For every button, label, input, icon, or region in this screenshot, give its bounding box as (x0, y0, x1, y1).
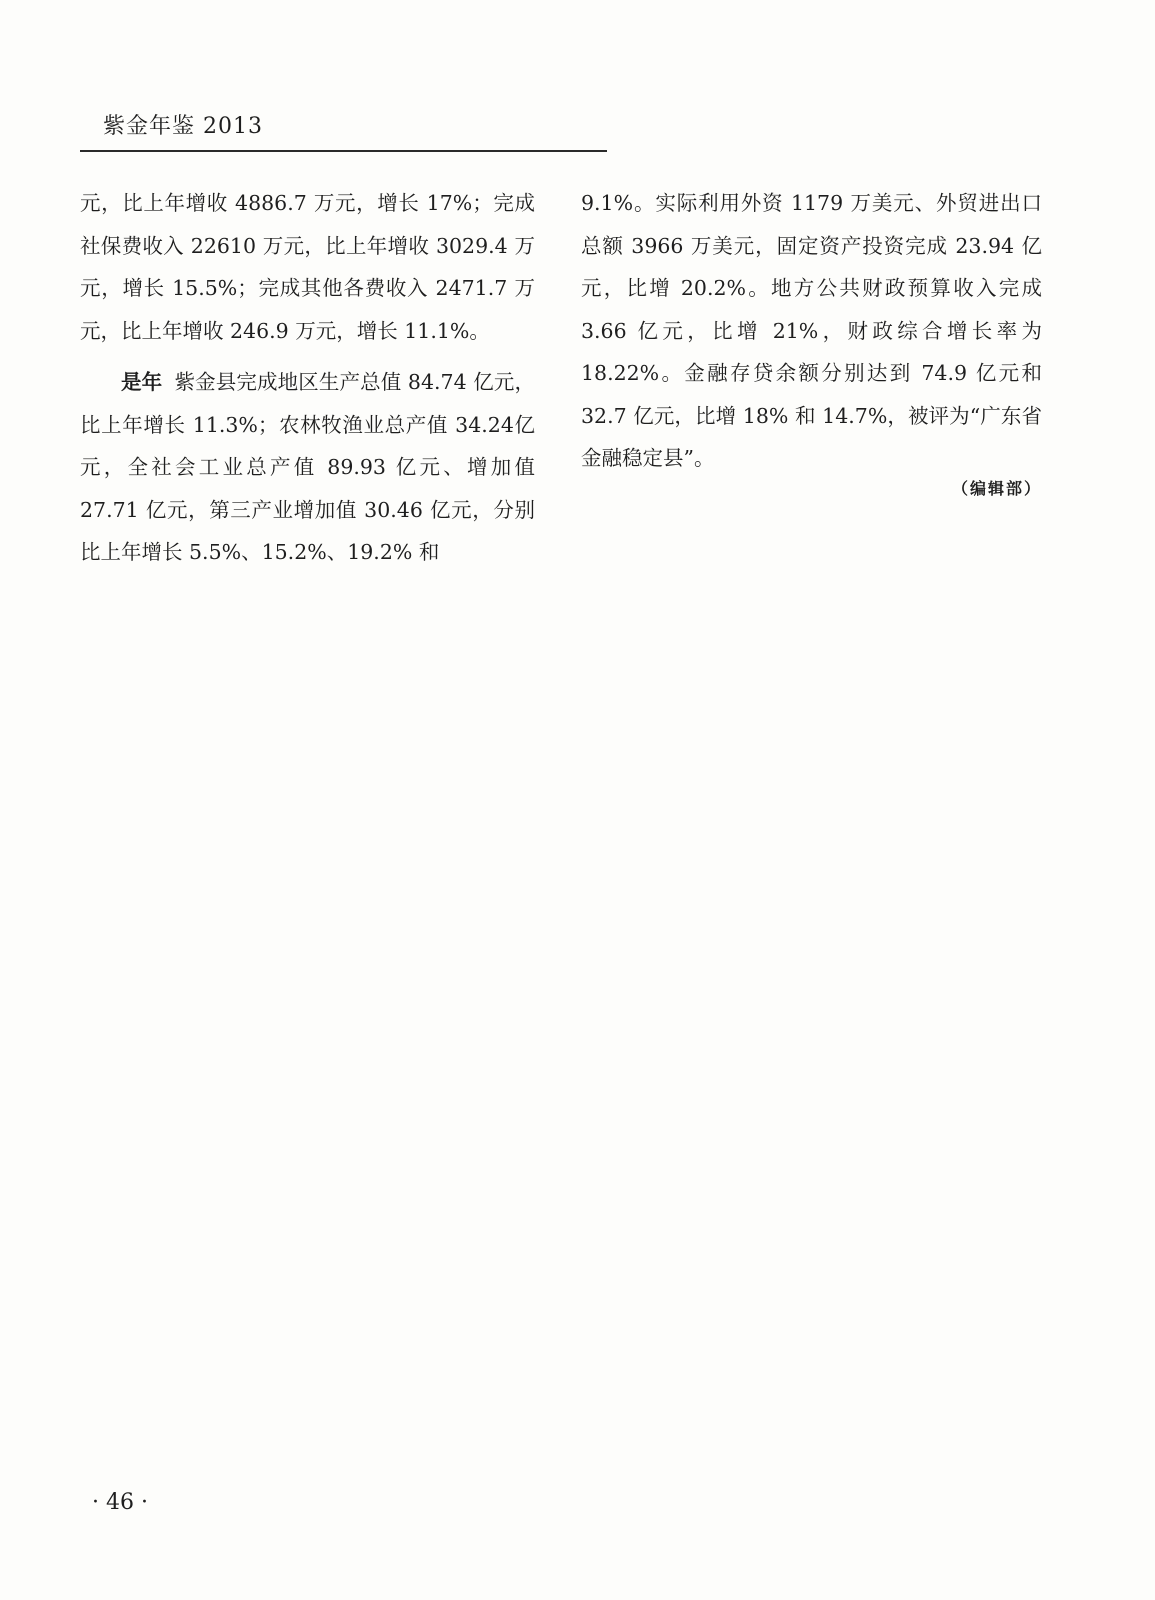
paragraph: 元，比上年增收 4886.7 万元，增长 17%；完成社保费收入 22610 万元，比上年增收 3029.4 万元，增长 15.5%；完成其他各费收入 2471.7 万元，比上年增收 246.9 万元，增长 11.1%。 (80, 191, 535, 343)
paragraph-body: 紫金县完成地区生产总值 84.74 亿元，比上年增长 11.3%；农林牧渔业总产值 34.24亿元，全社会工业总产值 89.93 亿元、增加值 27.71 亿元，第三产业增加值 30.46 亿元，分别比上年增长 5.5%、15.2%、19.2% 和 (80, 370, 535, 564)
paragraph-this-year (80, 361, 535, 574)
left-column (80, 182, 535, 574)
paragraph: 9.1%。实际利用外资 1179 万美元、外贸进出口总额 3966 万美元，固定资产投资完成 23.94 亿元，比增 20.2%。地方公共财政预算收入完成3.66 亿元，比增 21%，财政综合增长率为 18.22%。金融存贷余额分别达到 74.9 亿元和 32.7 亿元，比增 18% 和 14.7%，被评为“广东省金融稳定县”。 (581, 191, 1042, 470)
header-rule (80, 150, 607, 152)
running-header-title: 紫金年鉴 2013 (103, 114, 263, 139)
right-column (581, 182, 1042, 480)
byline: （编辑部） (951, 479, 1042, 498)
page-number: · 46 · (92, 1490, 148, 1515)
paragraph-lead: 是年 (121, 370, 163, 394)
